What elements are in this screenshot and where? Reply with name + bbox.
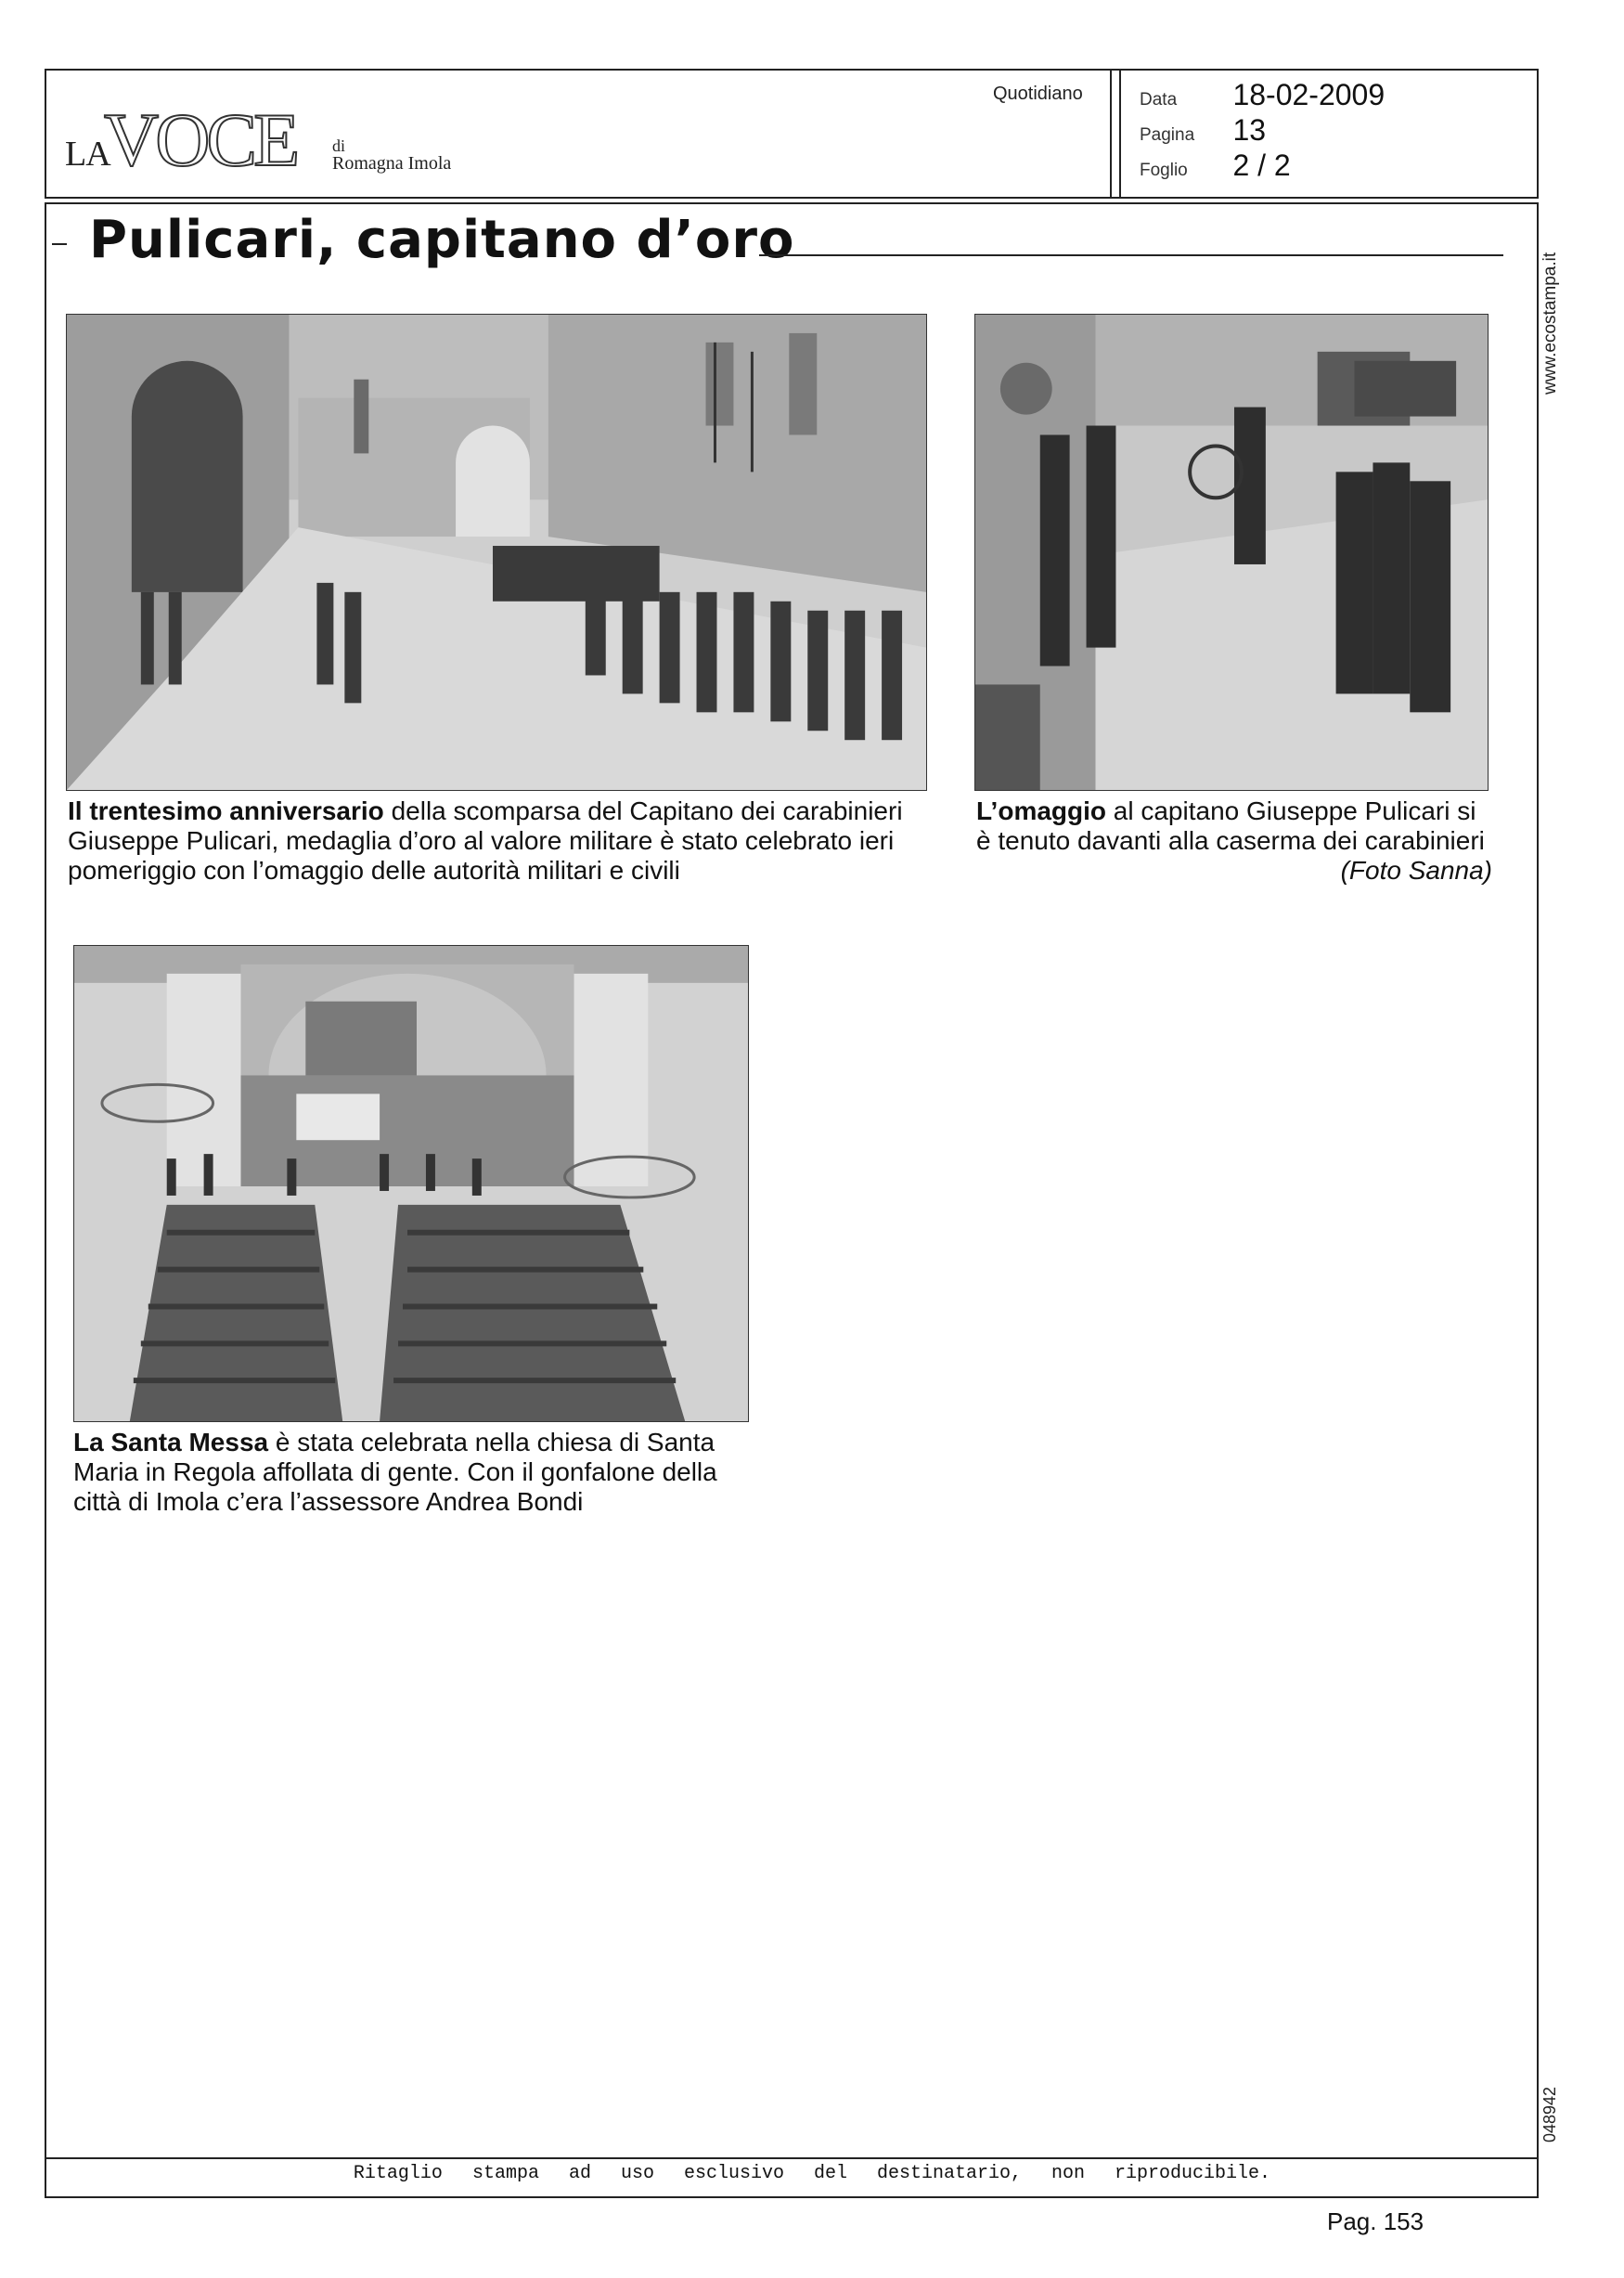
photo-homage-barracks [974,314,1489,791]
headline-rule [759,254,1503,256]
headline-dash [52,243,67,245]
meta-page-value: 13 [1232,113,1267,147]
clipping-header [45,69,1539,199]
newspaper-logo [65,89,529,182]
photo-homage-barracks-caption [976,796,1492,886]
meta-date-row [1140,78,1385,112]
publication-type: Quotidiano [993,84,1083,104]
logo-region: Romagna Imola [332,153,452,174]
photo-ceremony-street-caption [68,796,940,886]
caption-3-lead: La Santa Messa [73,1428,269,1456]
meta-page-label: Pagina [1140,125,1195,145]
side-clipping-code [1540,2042,1568,2144]
photo-ceremony-street [66,314,927,791]
caption-1-text: della scomparsa del Capitano dei carabinieri Giuseppe Pulicari, medaglia d’oro al valore militare è stato celebrato ieri pomeriggio con l’omaggio delle autorità militari e civili [68,796,903,885]
footer-rule [45,2157,1539,2159]
meta-date-value: 18-02-2009 [1232,78,1386,111]
meta-sheet-value: 2 / 2 [1232,149,1291,182]
photo-holy-mass-caption [73,1428,760,1517]
logo-la: LA [65,135,110,174]
meta-page-row [1140,113,1266,148]
caption-2-lead: L’omaggio [976,796,1106,825]
logo-voce: VOCE [104,97,297,182]
footer-disclaimer: Ritaglio stampa ad uso esclusivo del destinatario, non riproducibile. [353,2163,1271,2184]
article-headline: Pulicari, capitano d’oro [89,210,795,270]
meta-sheet-row [1140,149,1291,183]
side-code-text: 048942 [1540,2086,1559,2142]
meta-date-label: Data [1140,90,1178,110]
page-number: Pag. 153 [1327,2207,1424,2235]
caption-3-text: è stata celebrata nella chiesa di Santa Maria in Regola affollata di gente. Con il gonfalone della città di Imola c’era l’assessore Andrea Bondi [73,1428,717,1516]
caption-2-text: al capitano Giuseppe Pulicari si è tenuto davanti alla caserma dei carabinieri [976,796,1485,855]
meta-sheet-label: Foglio [1140,161,1188,180]
side-watermark-url [1540,218,1568,395]
caption-1-lead: Il trentesimo anniversario [68,796,384,825]
side-url-text: www.ecostampa.it [1540,252,1560,395]
logo-di: di [332,136,346,155]
clipping-meta [1110,69,1542,199]
photo-holy-mass [73,945,749,1422]
photo-credit: (Foto Sanna) [1340,856,1492,885]
